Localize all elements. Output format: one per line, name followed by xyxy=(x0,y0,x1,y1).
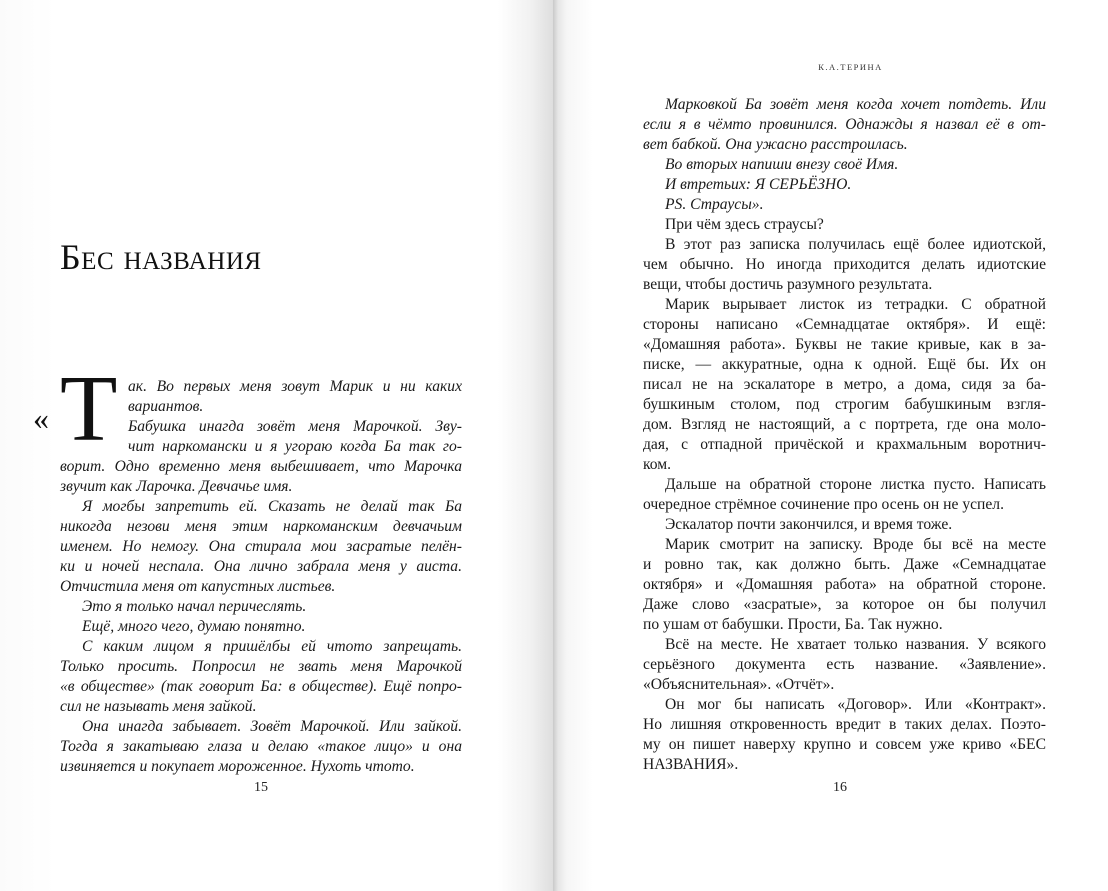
text-line: и ровно так, как должно быть. Даже «Семнадцатае xyxy=(643,556,1046,573)
text-line: никогда незови меня этим наркоманским девчачьим xyxy=(60,518,462,535)
paragraph xyxy=(60,377,462,417)
paragraph xyxy=(643,215,1046,235)
text-line: ки и ночей неспала. Она лично забрала меня у аиста. xyxy=(60,558,462,575)
text-line: Марик вырывает листок из тетрадки. С обратной xyxy=(665,296,1046,313)
text-line: именем. Но немогу. Она стирала мои засратые пелён- xyxy=(60,538,462,555)
right-page-text xyxy=(643,95,1046,775)
text-line: Он мог бы написать «Договор». Или «Контракт». xyxy=(665,696,1046,713)
paragraph xyxy=(643,635,1046,695)
text-line: Ещё, много чего, думаю понятно. xyxy=(82,618,306,635)
text-line: Это я только начал перичеслять. xyxy=(82,598,307,615)
text-line: Я могбы запретить ей. Сказать не делай так Ба xyxy=(82,498,462,515)
paragraph xyxy=(643,475,1046,515)
text-line: Эскалатор почти закончился, и время тоже. xyxy=(665,516,953,533)
chapter-title: Бес названия xyxy=(60,237,262,277)
paragraph xyxy=(643,295,1046,475)
paragraph xyxy=(60,637,462,717)
drop-cap: Т xyxy=(60,357,118,461)
text-line: ворит. Одно временно меня выбешивает, что Марочка xyxy=(60,458,462,475)
text-line: писал не на эскалаторе в метро, а дома, сидя за ба- xyxy=(643,376,1046,393)
text-line: извиняется и покупает мороженное. Нухоть чтото. xyxy=(60,758,415,775)
text-line: Бабушка инагда зовёт меня Марочкой. Зву- xyxy=(128,418,462,435)
text-line: В этот раз записка получилась ещё более идиотской, xyxy=(665,236,1046,253)
left-page-text xyxy=(60,377,462,777)
paragraph xyxy=(643,235,1046,295)
paragraph xyxy=(60,717,462,777)
text-line: чем обычно. Но иногда приходится делать идиотские xyxy=(643,256,1046,273)
paragraph xyxy=(60,617,462,637)
text-line: Даже слово «засратые», за которое он бы получил xyxy=(643,596,1046,613)
right-page xyxy=(553,0,1108,891)
paragraph xyxy=(643,155,1046,175)
text-line: очередное стрёмное сочинение про осень он не успел. xyxy=(643,496,1004,513)
text-line: стороны написано «Семнадцатае октября». И ещё: xyxy=(643,316,1046,333)
page-number-left: 15 xyxy=(254,780,268,795)
text-line: октября» и «Домашняя работа» на обратной стороне. xyxy=(643,576,1046,593)
text-line: Тогда я закатываю глаза и делаю «такое лицо» и она xyxy=(60,738,462,755)
paragraph xyxy=(643,695,1046,775)
paragraph xyxy=(60,417,462,497)
paragraph xyxy=(60,597,462,617)
text-line: С каким лицом я пришёлбы ей чтото запрещать. xyxy=(82,638,462,655)
text-line: НАЗВАНИЯ». xyxy=(643,756,739,773)
page-number-right: 16 xyxy=(833,780,847,795)
text-line: вет бабкой. Она ужасно расстроилась. xyxy=(643,136,908,153)
text-line: сил не называть меня зайкой. xyxy=(60,698,257,715)
text-line: «Домашняя работа». Буквы не такие кривые, как в за- xyxy=(643,336,1046,353)
text-line: Всё на месте. Не хватает только названия. У всякого xyxy=(665,636,1046,653)
text-line: дая, с отпадной причёской и крахмальным воротнич- xyxy=(643,436,1046,453)
text-line: серьёзного документа есть название. «Заявление». xyxy=(643,656,1046,673)
text-line: PS. Страусы». xyxy=(665,196,764,213)
running-head-author: К.А.ТЕРИНА xyxy=(818,62,883,72)
text-line: дом. Взгляд не настоящий, а с портрета, где она моло- xyxy=(643,416,1046,433)
text-line: Дальше на обратной стороне листка пусто. Написать xyxy=(665,476,1046,493)
text-line: «в обществе» (так говорит Ба: в обществе). Ещё попро- xyxy=(60,678,462,695)
paragraph xyxy=(643,175,1046,195)
opening-quote-mark: « xyxy=(33,400,49,436)
text-line: «Объяснительная». «Отчёт». xyxy=(643,676,835,693)
text-line: Марковкой Ба зовёт меня когда хочет потдеть. Или xyxy=(665,96,1046,113)
text-line: писке, — аккуратные, одна к одной. Ещё бы. Их он xyxy=(643,356,1046,373)
paragraph xyxy=(643,195,1046,215)
text-line: Марик смотрит на записку. Вроде бы всё на месте xyxy=(665,536,1046,553)
text-line: вещи, чтобы достичь разумного результата. xyxy=(643,276,933,293)
text-line: бушкиным столом, под строгим бабушкиным взгля- xyxy=(643,396,1046,413)
paragraph xyxy=(60,497,462,597)
paragraph xyxy=(643,95,1046,155)
text-line: ак. Во первых меня зовут Марик и ни каких xyxy=(128,378,462,395)
text-line: Только просить. Попросил не звать меня Марочкой xyxy=(60,658,462,675)
text-line: ком. xyxy=(643,456,672,473)
left-page xyxy=(0,0,553,891)
text-line: чит наркомански и я угораю когда Ба так го- xyxy=(128,438,462,455)
text-line: вариантов. xyxy=(128,398,204,415)
text-line: Отчистила меня от капустных листьев. xyxy=(60,578,336,595)
text-line: При чём здесь страусы? xyxy=(665,216,824,233)
text-line: И втретьих: Я СЕРЬЁЗНО. xyxy=(665,176,852,193)
text-line: му он пишет наверху крупно и совсем уже криво «БЕС xyxy=(643,736,1046,753)
text-line: Но лишняя откровенность вредит в таких делах. Поэто- xyxy=(643,716,1046,733)
paragraph xyxy=(643,535,1046,635)
text-line: если я в чёмто провинился. Однажды я назвал её в от- xyxy=(643,116,1046,133)
text-line: Во вторых напиши внезу своё Имя. xyxy=(665,156,899,173)
text-line: звучит как Ларочка. Девчачье имя. xyxy=(60,478,293,495)
paragraph xyxy=(643,515,1046,535)
text-line: Она инагда забывает. Зовёт Марочкой. Или зайкой. xyxy=(82,718,462,735)
text-line: по ушам от бабушки. Прости, Ба. Так нужно. xyxy=(643,616,943,633)
